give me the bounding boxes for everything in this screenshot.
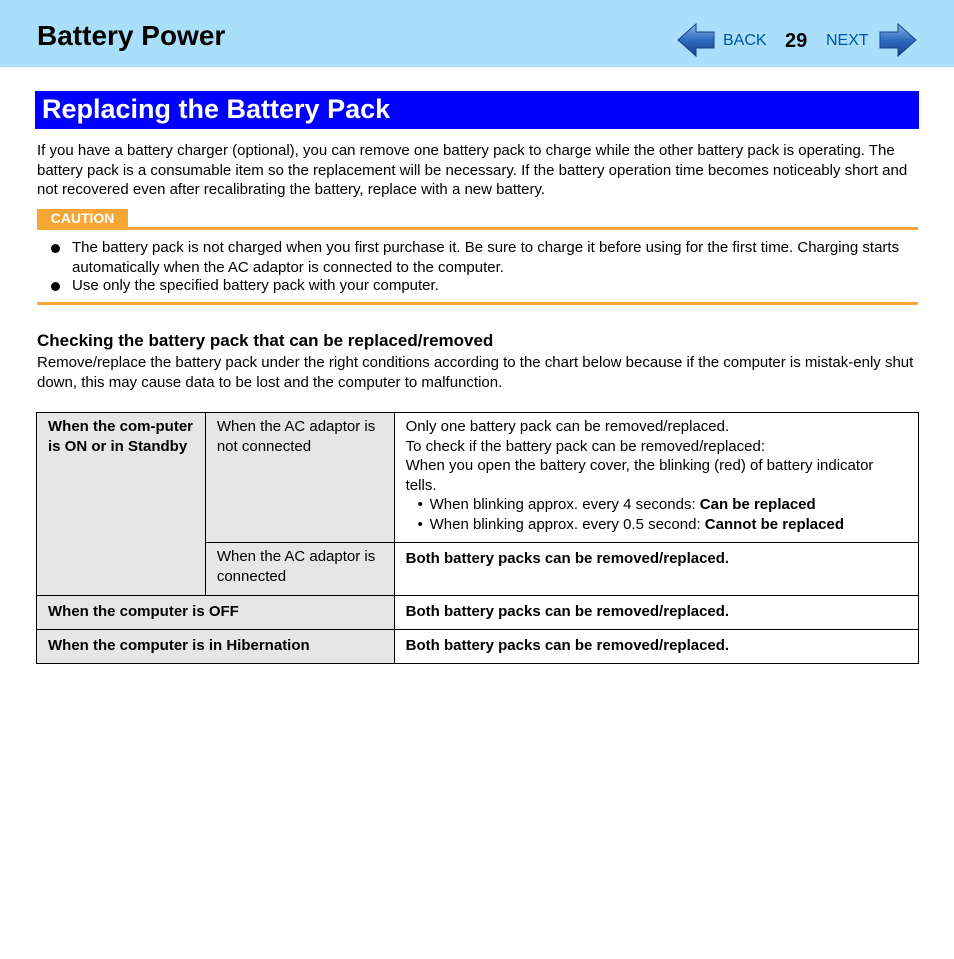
table-row [37, 596, 919, 630]
condition-cell: When the AC adaptor is connected [205, 543, 394, 596]
caution-bottom-rule [37, 302, 918, 305]
page-title: Battery Power [37, 20, 226, 51]
result-cell: Both battery packs can be removed/replaced. [394, 630, 918, 664]
list-item-bold: Can be replaced [699, 496, 816, 513]
result-cell [394, 413, 918, 543]
result-bold: Only one battery pack can be removed/replaced. [405, 418, 730, 435]
back-link[interactable]: BACK [723, 32, 767, 49]
intro-paragraph: If you have a battery charger (optional), you can remove one battery pack to charge while the other battery pack is operating. The battery pack is a consumable item so the replacement will be necessary. If the battery operation time becomes noticeably short and not recovered even after recalibrating the battery, replace with a new battery. [37, 142, 908, 198]
condition-cell: When the AC adaptor is not connected [205, 413, 394, 543]
caution-label: CAUTION [37, 209, 128, 227]
next-arrow-icon[interactable] [878, 22, 918, 58]
subsection-heading: Checking the battery pack that can be replaced/removed [37, 331, 494, 350]
indicator-list [406, 495, 907, 534]
bullet-icon [51, 282, 60, 291]
list-item-text: When blinking approx. every 0.5 second: [429, 515, 705, 533]
list-item-bold: Cannot be replaced [704, 515, 844, 533]
back-arrow-icon[interactable] [676, 22, 716, 58]
caution-item-text: The battery pack is not charged when you first purchase it. Be sure to charge it before using for the first time. Charging starts automatically when the AC adaptor is connected to the computer. [72, 239, 900, 276]
result-line: To check if the battery pack can be removed/replaced: [405, 437, 766, 455]
bullet-icon [51, 244, 60, 253]
caution-item-text: Use only the specified battery pack with your computer. [72, 277, 439, 294]
section-title: Replacing the Battery Pack [42, 94, 391, 124]
checking-paragraph: Remove/replace the battery pack under the right conditions according to the chart below because if the computer is mistak-enly shut down, this may cause data to be lost and the computer to malfunction. [37, 354, 914, 391]
state-cell: When the computer is in Hibernation [37, 630, 395, 664]
list-item-text: When blinking approx. every 4 seconds: [429, 496, 700, 513]
state-cell: When the com-puter is ON or in Standby [37, 413, 206, 596]
result-cell: Both battery packs can be removed/replaced. [394, 596, 918, 630]
page-header [0, 0, 954, 67]
caution-top-rule [37, 227, 918, 230]
state-cell: When the computer is OFF [37, 596, 395, 630]
list-item [406, 515, 907, 535]
table-row [37, 630, 919, 664]
next-link[interactable]: NEXT [826, 32, 869, 49]
page-number: 29 [785, 30, 808, 52]
replacement-conditions-table [36, 412, 919, 664]
result-line: When you open the battery cover, the blinking (red) of battery indicator tells. [405, 457, 874, 494]
section-bar [35, 91, 919, 129]
list-item [406, 495, 907, 515]
result-cell: Both battery packs can be removed/replaced. [394, 543, 918, 596]
table-row [37, 413, 919, 543]
